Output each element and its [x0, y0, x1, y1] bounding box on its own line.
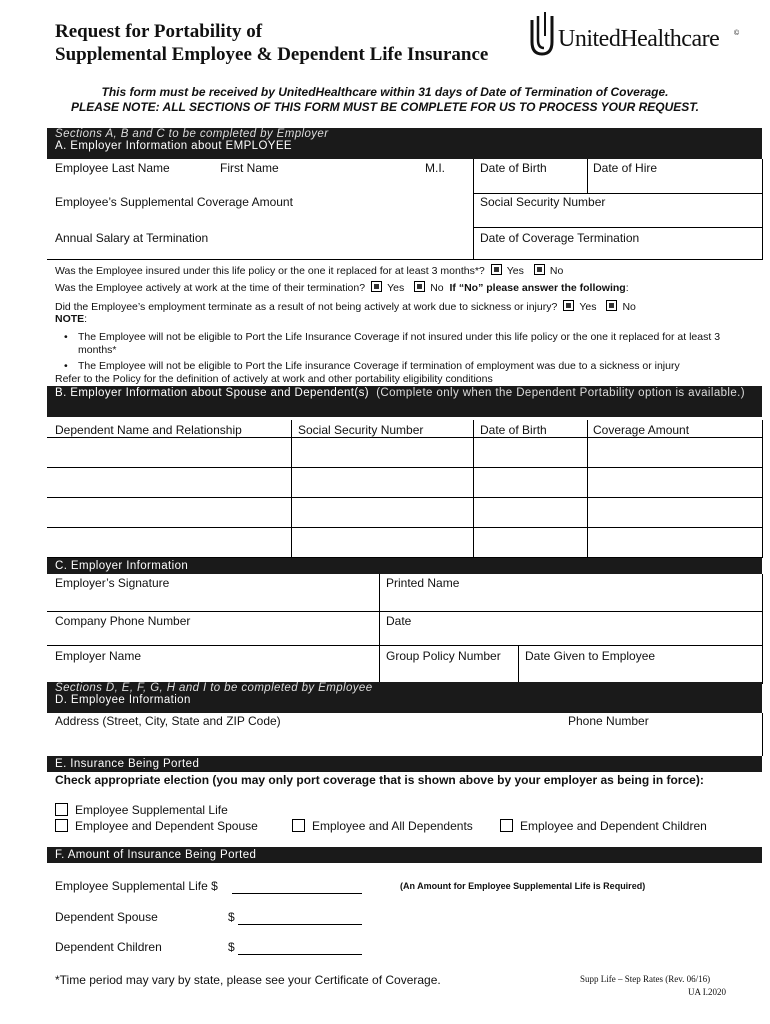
option-1-checkbox[interactable] [55, 803, 68, 816]
logo-mark-icon [528, 12, 554, 57]
q2-yes-checkbox[interactable] [371, 281, 382, 292]
option-employee-dependent-children[interactable]: Employee and Dependent Children [500, 819, 707, 833]
section-c-title: C. Employer Information [55, 560, 189, 572]
notice-line-2: PLEASE NOTE: ALL SECTIONS OF THIS FORM MUST BE COMPLETE FOR US TO PROCESS YOUR REQUEST. [70, 100, 700, 114]
first-name-label: First Name [220, 161, 279, 175]
group-policy-number-label: Group Policy Number [386, 649, 501, 663]
q3-yes-checkbox[interactable] [563, 300, 574, 311]
date-of-birth-label: Date of Birth [480, 161, 547, 175]
note-label: NOTE: [55, 313, 88, 325]
note-bullet-1: • The Employee will not be eligible to Port the Life Insurance Coverage if not insured under this life policy or the one it replaced for at least 3 months* [64, 331, 721, 356]
section-a-title: A. Employer Information about EMPLOYEE [55, 140, 292, 152]
title-line-2: Supplemental Employee & Dependent Life Insurance [55, 44, 489, 65]
option-employee-dependent-spouse[interactable]: Employee and Dependent Spouse [55, 819, 258, 833]
employee-supp-life-amount-label: Employee Supplemental Life $ [55, 879, 218, 893]
section-d-title: D. Employee Information [55, 694, 191, 706]
employer-signature-label: Employer’s Signature [55, 576, 170, 590]
logo-wordmark: UnitedHealthcare [558, 26, 720, 52]
question-insured-3-months: Was the Employee insured under this life policy or the one it replaced for at least 3 months*? Yes No [55, 265, 564, 277]
option-employee-all-dependents[interactable]: Employee and All Dependents [292, 819, 473, 833]
section-d-pre: Sections D, E, F, G, H and I to be completed by Employee [55, 682, 373, 694]
unitedhealthcare-logo [528, 12, 743, 57]
form-title [55, 20, 488, 66]
form-code: UA I.2020 [688, 987, 726, 997]
section-b-title: B. Employer Information about Spouse and Dependent(s) [55, 387, 369, 399]
coverage-termination-date-label: Date of Coverage Termination [480, 231, 640, 245]
dependent-spouse-amount-line[interactable] [238, 924, 362, 925]
question-actively-at-work: Was the Employee actively at work at the time of their termination? Yes No If “No” please answer the following: [55, 282, 629, 294]
logo-registered: © [734, 30, 740, 37]
q3-no-checkbox[interactable] [606, 300, 617, 311]
annual-salary-label: Annual Salary at Termination [55, 231, 209, 245]
option-3-checkbox[interactable] [292, 819, 305, 832]
ssn-label: Social Security Number [480, 195, 606, 209]
q2-note: If “No” please answer the following [449, 282, 626, 294]
company-phone-label: Company Phone Number [55, 614, 191, 628]
printed-name-label: Printed Name [386, 576, 460, 590]
children-dollar-sign: $ [228, 940, 235, 954]
question-sickness-injury: Did the Employee’s employment terminate as a result of not being actively at work due to sickness or injury? Yes No [55, 301, 636, 313]
dependent-spouse-label: Dependent Spouse [55, 910, 158, 924]
dependent-name-column: Dependent Name and Relationship [55, 423, 242, 437]
dependent-children-amount-line[interactable] [238, 954, 362, 955]
form-id: Supp Life – Step Rates (Rev. 06/16) [580, 974, 711, 984]
spouse-dollar-sign: $ [228, 910, 235, 924]
dependent-dob-column: Date of Birth [480, 423, 547, 437]
election-instruction: Check appropriate election (you may only port coverage that is shown above by your employer as being in force): [55, 773, 704, 787]
section-f-title: F. Amount of Insurance Being Ported [55, 849, 257, 861]
amount-required-note: (An Amount for Employee Supplemental Life is Required) [400, 881, 646, 891]
note-bullet-2: • The Employee will not be eligible to Port the Life insurance Coverage if termination of employment was due to a sickness or injury [64, 360, 680, 372]
employee-last-name-label: Employee Last Name [55, 161, 170, 175]
section-d-header [47, 682, 762, 713]
option-2-checkbox[interactable] [55, 819, 68, 832]
employer-date-label: Date [386, 614, 412, 628]
section-f-header [47, 847, 762, 863]
dependent-children-label: Dependent Children [55, 940, 162, 954]
q2-no-checkbox[interactable] [414, 281, 425, 292]
title-line-1: Request for Portability of [55, 21, 263, 42]
employee-phone-label: Phone Number [568, 714, 649, 728]
section-c-header [47, 558, 762, 574]
employee-supp-life-amount-line[interactable] [232, 893, 362, 894]
dependent-ssn-column: Social Security Number [298, 423, 424, 437]
option-4-checkbox[interactable] [500, 819, 513, 832]
q1-yes-checkbox[interactable] [491, 264, 502, 275]
date-given-label: Date Given to Employee [525, 649, 656, 663]
q1-no-checkbox[interactable] [534, 264, 545, 275]
section-a-pre: Sections A, B and C to be completed by Employer [55, 128, 329, 140]
dependent-coverage-column: Coverage Amount [593, 423, 690, 437]
mi-label: M.I. [425, 161, 445, 175]
section-a-header [47, 128, 762, 159]
section-b-subtitle: (Complete only when the Dependent Portability option is available.) [376, 387, 745, 399]
address-label: Address (Street, City, State and ZIP Code) [55, 714, 281, 728]
section-e-title: E. Insurance Being Ported [55, 758, 200, 770]
refer-policy-text: Refer to the Policy for the definition of actively at work and other portability eligibility conditions [55, 373, 493, 385]
option-employee-supplemental-life[interactable]: Employee Supplemental Life [55, 803, 228, 817]
date-of-hire-label: Date of Hire [593, 161, 658, 175]
section-b-header [47, 386, 762, 417]
notice-line-1: This form must be received by UnitedHealthcare within 31 days of Date of Termination of Coverage. [101, 85, 669, 99]
supp-coverage-amount-label: Employee’s Supplemental Coverage Amount [55, 195, 293, 209]
footer-note: *Time period may vary by state, please see your Certificate of Coverage. [55, 973, 441, 987]
employer-name-label: Employer Name [55, 649, 142, 663]
section-e-header [47, 756, 762, 772]
